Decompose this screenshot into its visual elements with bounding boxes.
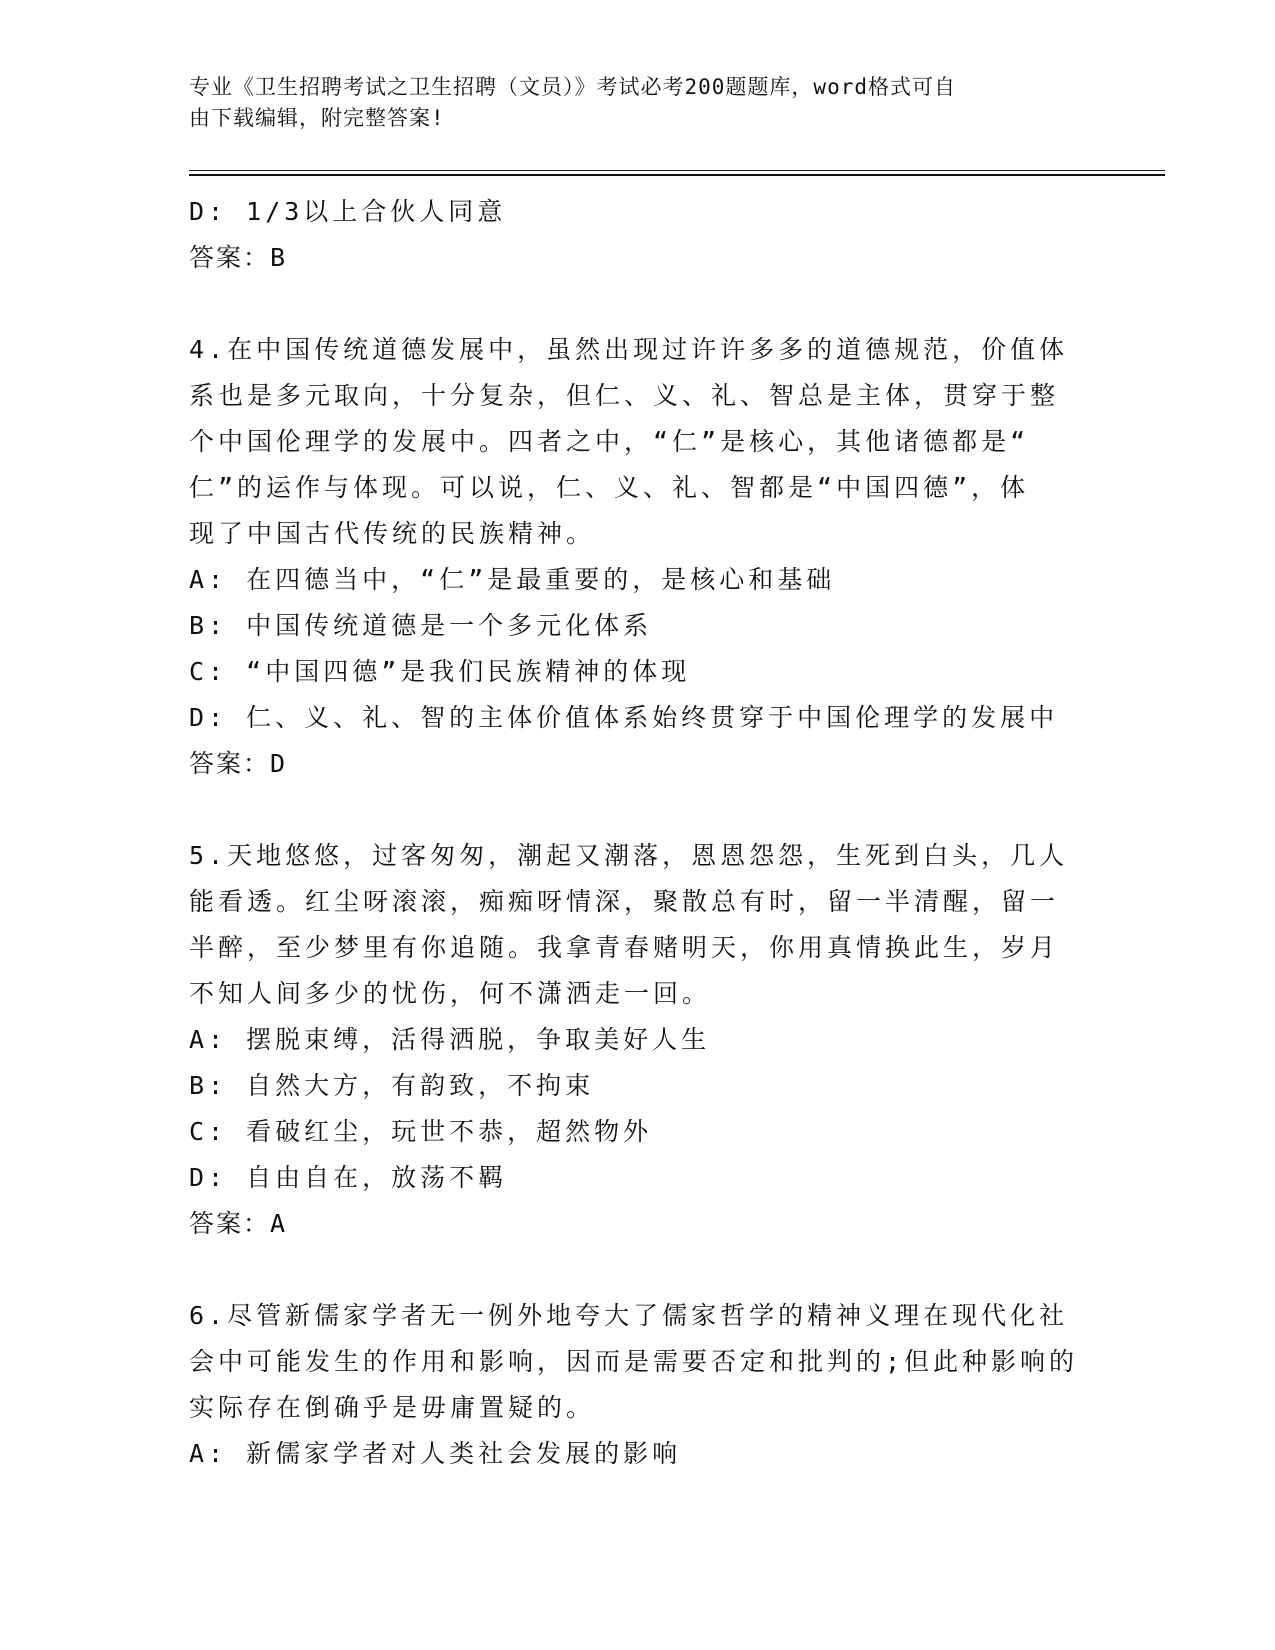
- option-d: D: 自由自在，放荡不羁: [189, 1163, 508, 1192]
- spacer: [189, 787, 1079, 833]
- option-d: D: 仁、义、礼、智的主体价值体系始终贯穿于中国伦理学的发展中: [189, 703, 1059, 732]
- question-6: [189, 1293, 1079, 1477]
- question-stem-line: 系也是多元取向，十分复杂，但仁、义、礼、智总是主体，贯穿于整: [189, 381, 1060, 410]
- question-stem-line: 6.尽管新儒家学者无一例外地夸大了儒家哲学的精神义理在现代化社: [189, 1301, 1069, 1330]
- question-stem-line: 5.天地悠悠，过客匆匆，潮起又潮落，恩恩怨怨，生死到白头，几人: [189, 841, 1069, 870]
- spacer: [189, 281, 1079, 327]
- question-stem-line: 能看透。红尘呀滚滚，痴痴呀情深，聚散总有时，留一半清醒，留一: [189, 887, 1060, 916]
- question-stem-line: 会中可能发生的作用和影响，因而是需要否定和批判的;但此种影响的: [189, 1347, 1079, 1376]
- question-stem-line: 现了中国古代传统的民族精神。: [189, 519, 596, 548]
- option-d: D: 1/3以上合伙人同意: [189, 197, 507, 226]
- question-stem-line: 仁”的运作与体现。可以说，仁、义、礼、智都是“中国四德”，体: [189, 473, 1030, 502]
- option-b: B: 中国传统道德是一个多元化体系: [189, 611, 653, 640]
- option-c: C: 看破红尘，玩世不恭，超然物外: [189, 1117, 653, 1146]
- question-stem-line: 半醉，至少梦里有你追随。我拿青春赌明天，你用真情换此生，岁月: [189, 933, 1060, 962]
- header-divider-thin: [189, 170, 1165, 171]
- option-a: A: 摆脱束缚，活得洒脱，争取美好人生: [189, 1025, 711, 1054]
- option-a: A: 新儒家学者对人类社会发展的影响: [189, 1439, 682, 1468]
- answer-label: 答案：D: [189, 749, 288, 778]
- option-b: B: 自然大方，有韵致，不拘束: [189, 1071, 595, 1100]
- header-divider-thick: [189, 174, 1165, 176]
- document-body: [189, 189, 1079, 1477]
- option-c: C: “中国四德”是我们民族精神的体现: [189, 657, 691, 686]
- header-line-1: 专业《卫生招聘考试之卫生招聘（文员）》考试必考200题题库，word格式可自: [189, 75, 956, 99]
- spacer: [189, 1247, 1079, 1293]
- header-line-2: 由下载编辑，附完整答案!: [189, 106, 445, 130]
- question-stem-line: 不知人间多少的忧伤，何不潇洒走一回。: [189, 979, 712, 1008]
- question-stem-line: 个中国伦理学的发展中。四者之中，“仁”是核心，其他诸德都是“: [189, 427, 1030, 456]
- question-5: [189, 833, 1079, 1247]
- question-stem-line: 4.在中国传统道德发展中，虽然出现过许许多多的道德规范，价值体: [189, 335, 1069, 364]
- answer-label: 答案：B: [189, 243, 288, 272]
- page-header: [189, 72, 1069, 134]
- question-stem-line: 实际存在倒确乎是毋庸置疑的。: [189, 1393, 596, 1422]
- question-4: [189, 327, 1079, 787]
- option-a: A: 在四德当中，“仁”是最重要的，是核心和基础: [189, 565, 836, 594]
- previous-question-tail: [189, 189, 1079, 281]
- answer-label: 答案：A: [189, 1209, 288, 1238]
